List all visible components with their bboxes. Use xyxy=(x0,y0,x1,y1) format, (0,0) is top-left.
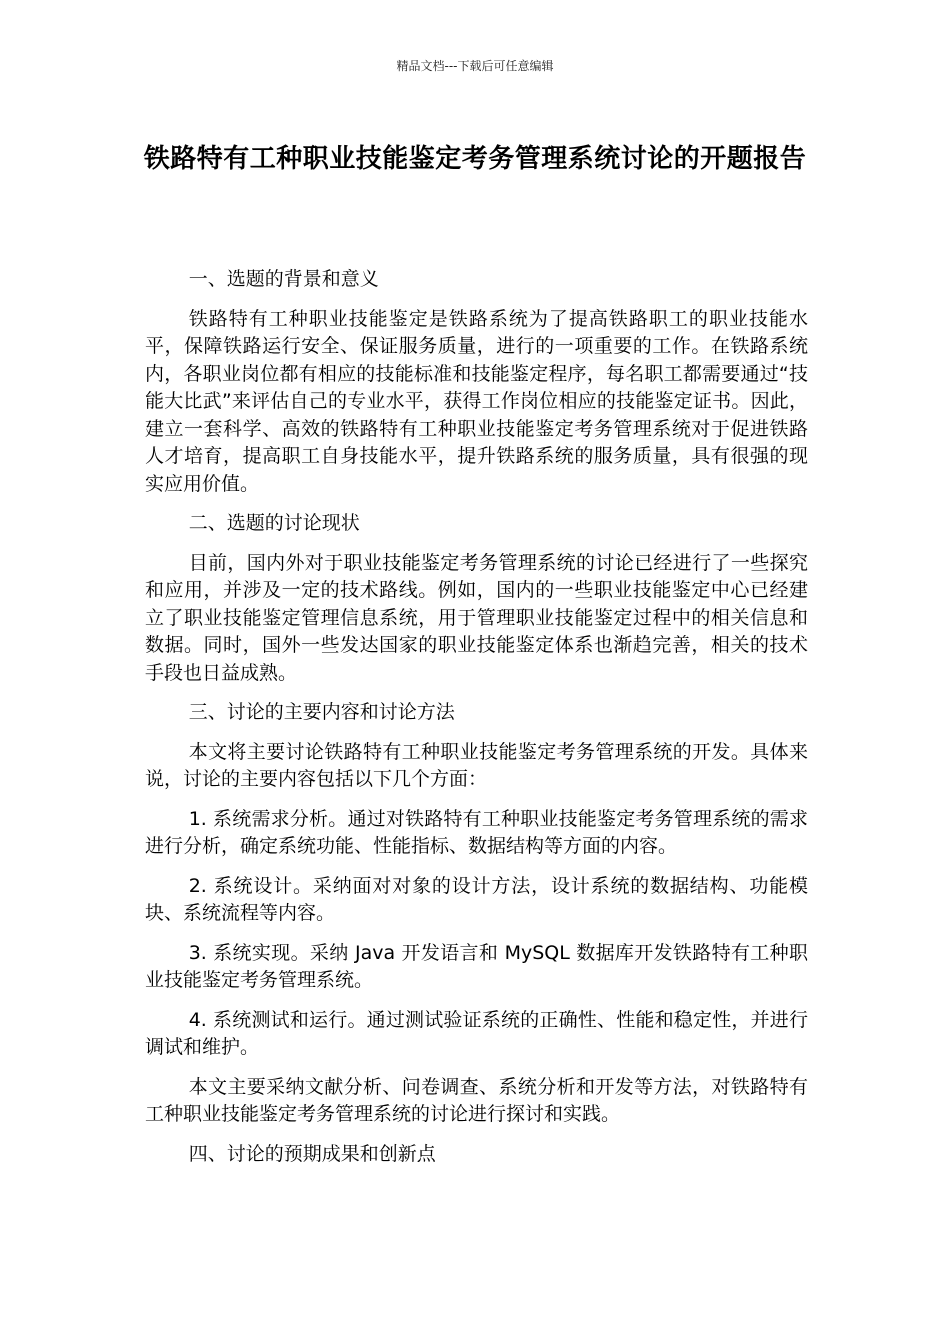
paragraph: 铁路特有工种职业技能鉴定是铁路系统为了提高铁路职工的职业技能水平，保障铁路运行安全、保证服务质量，进行的一项重要的工作。在铁路系统内，各职业岗位都有相应的技能标准和技能鉴定程序，每名职工都需要通过“技能大比武”来评估自己的专业水平，获得工作岗位相应的技能鉴定证书。因此，建立一套科学、高效的铁路特有工种职业技能鉴定考务管理系统对于促进铁路人才培育，提高职工自身技能水平，提升铁路系统的服务质量，具有很强的现实应用价值。 xyxy=(145,307,808,495)
list-item: 1. 系统需求分析。通过对铁路特有工种职业技能鉴定考务管理系统的需求进行分析，确定系统功能、性能指标、数据结构等方面的内容。 xyxy=(145,807,808,857)
document-body xyxy=(145,266,808,1180)
section-heading: 四、讨论的预期成果和创新点 xyxy=(188,1142,436,1165)
header-note: 精品文档---下载后可任意编辑 xyxy=(396,59,554,73)
paragraph: 目前，国内外对于职业技能鉴定考务管理系统的讨论已经进行了一些探究和应用，并涉及一定的技术路线。例如，国内的一些职业技能鉴定中心已经建立了职业技能鉴定管理信息系统，用于管理职业技能鉴定过程中的相关信息和数据。同时，国外一些发达国家的职业技能鉴定体系也渐趋完善，相关的技术手段也日益成熟。 xyxy=(145,551,808,684)
section-heading: 三、讨论的主要内容和讨论方法 xyxy=(188,701,455,723)
paragraph: 本文主要采纳文献分析、问卷调查、系统分析和开发等方法，对铁路特有工种职业技能鉴定考务管理系统的讨论进行探讨和实践。 xyxy=(145,1075,808,1125)
list-item: 3. 系统实现。采纳 Java 开发语言和 MySQL 数据库开发铁路特有工种职业技能鉴定考务管理系统。 xyxy=(145,941,808,991)
section-heading: 一、选题的背景和意义 xyxy=(188,268,379,290)
list-item: 2. 系统设计。采纳面对对象的设计方法，设计系统的数据结构、功能模块、系统流程等内容。 xyxy=(145,874,808,924)
section-heading: 二、选题的讨论现状 xyxy=(188,512,360,534)
list-item: 4. 系统测试和运行。通过测试验证系统的正确性、性能和稳定性，并进行调试和维护。 xyxy=(145,1008,808,1058)
paragraph: 本文将主要讨论铁路特有工种职业技能鉴定考务管理系统的开发。具体来说，讨论的主要内容包括以下几个方面： xyxy=(145,740,808,790)
document-title: 铁路特有工种职业技能鉴定考务管理系统讨论的开题报告 xyxy=(143,144,807,174)
